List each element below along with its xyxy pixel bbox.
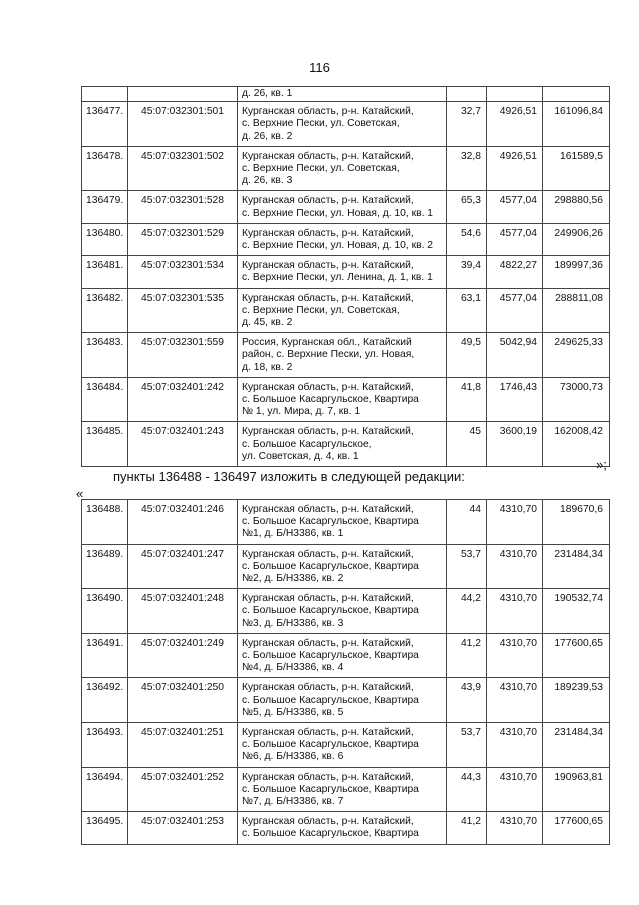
area-cell: 32,8 [447, 146, 487, 191]
cadastral-number-cell: 45:07:032401:250 [128, 678, 238, 723]
table-row [82, 102, 610, 147]
address-cell: Курганская область, р-н. Катайский, с. Верхние Пески, ул. Советская, д. 26, кв. 2 [238, 102, 447, 147]
cadastral-number-cell: 45:07:032301:502 [128, 146, 238, 191]
table-row [82, 544, 610, 589]
cost-cell: 73000,73 [543, 377, 610, 422]
row-number-cell: 136480. [82, 223, 128, 255]
cadastral-number-cell: 45:07:032401:242 [128, 377, 238, 422]
price-cell: 4310,70 [487, 544, 543, 589]
cadastral-number-cell: 45:07:032401:248 [128, 589, 238, 634]
row-number-cell: 136493. [82, 723, 128, 768]
cost-cell: 189997,36 [543, 256, 610, 288]
address-cell: Курганская область, р-н. Катайский, с. Большое Касаргульское, Квартира [238, 812, 447, 844]
row-number-cell: 136491. [82, 633, 128, 678]
price-cell: 1746,43 [487, 377, 543, 422]
cost-cell: 231484,34 [543, 544, 610, 589]
area-cell: 53,7 [447, 723, 487, 768]
row-number-cell: 136481. [82, 256, 128, 288]
cadastral-number-cell: 45:07:032301:529 [128, 223, 238, 255]
cadastral-number-cell: 45:07:032401:252 [128, 767, 238, 812]
address-cell: Курганская область, р-н. Катайский, с. Верхние Пески, ул. Новая, д. 10, кв. 2 [238, 223, 447, 255]
cost-cell: 298880,56 [543, 191, 610, 223]
row-number-cell: 136489. [82, 544, 128, 589]
table-row [82, 223, 610, 255]
table-row [82, 146, 610, 191]
address-cell: Курганская область, р-н. Катайский, с. Большое Касаргульское, Квартира №6, д. Б/Н3386, кв. 6 [238, 723, 447, 768]
table-row [82, 87, 610, 102]
row-number-cell: 136485. [82, 422, 128, 467]
price-cell: 4310,70 [487, 589, 543, 634]
price-cell: 4310,70 [487, 723, 543, 768]
row-number-cell: 136482. [82, 288, 128, 333]
address-cell: Курганская область, р-н. Катайский, с. Большое Касаргульское, Квартира №5, д. Б/Н3386, кв. 5 [238, 678, 447, 723]
price-cell: 5042,94 [487, 333, 543, 378]
price-cell: 4577,04 [487, 288, 543, 333]
table-row [82, 723, 610, 768]
cost-cell: 161096,84 [543, 102, 610, 147]
cadastral-number-cell: 45:07:032401:243 [128, 422, 238, 467]
area-cell: 41,2 [447, 633, 487, 678]
cadastral-number-cell [128, 87, 238, 102]
address-cell: Курганская область, р-н. Катайский, с. Большое Касаргульское, Квартира №4, д. Б/Н3386, кв. 4 [238, 633, 447, 678]
table-row [82, 422, 610, 467]
cadastral-number-cell: 45:07:032401:247 [128, 544, 238, 589]
price-cell: 4310,70 [487, 812, 543, 844]
cost-cell: 162008,42 [543, 422, 610, 467]
area-cell: 39,4 [447, 256, 487, 288]
cadastral-number-cell: 45:07:032401:253 [128, 812, 238, 844]
registry-table-1 [81, 86, 610, 467]
address-cell: Курганская область, р-н. Катайский, с. Верхние Пески, ул. Новая, д. 10, кв. 1 [238, 191, 447, 223]
table-row [82, 589, 610, 634]
address-cell: Курганская область, р-н. Катайский, с. Большое Касаргульское, Квартира №2, д. Б/Н3386, кв. 2 [238, 544, 447, 589]
table-row [82, 288, 610, 333]
price-cell: 4577,04 [487, 191, 543, 223]
cadastral-number-cell: 45:07:032401:251 [128, 723, 238, 768]
row-number-cell: 136488. [82, 500, 128, 545]
cost-cell: 177600,65 [543, 812, 610, 844]
area-cell: 63,1 [447, 288, 487, 333]
cadastral-number-cell: 45:07:032301:501 [128, 102, 238, 147]
area-cell: 44,3 [447, 767, 487, 812]
address-cell: Курганская область, р-н. Катайский, с. Большое Касаргульское, Квартира №3, д. Б/Н3386, кв. 3 [238, 589, 447, 634]
price-cell: 4926,51 [487, 102, 543, 147]
table-row [82, 333, 610, 378]
table-row [82, 256, 610, 288]
area-cell: 44 [447, 500, 487, 545]
row-number-cell: 136477. [82, 102, 128, 147]
address-cell: Курганская область, р-н. Катайский, с. Верхние Пески, ул. Советская, д. 26, кв. 3 [238, 146, 447, 191]
row-number-cell: 136495. [82, 812, 128, 844]
area-cell: 41,8 [447, 377, 487, 422]
row-number-cell: 136492. [82, 678, 128, 723]
row-number-cell: 136490. [82, 589, 128, 634]
area-cell: 44,2 [447, 589, 487, 634]
price-cell: 4310,70 [487, 678, 543, 723]
price-cell: 4310,70 [487, 500, 543, 545]
table-row [82, 191, 610, 223]
table-row [82, 633, 610, 678]
area-cell: 53,7 [447, 544, 487, 589]
cost-cell: 189239,53 [543, 678, 610, 723]
address-cell: Курганская область, р-н. Катайский, с. Верхние Пески, ул. Ленина, д. 1, кв. 1 [238, 256, 447, 288]
cost-cell: 249906,26 [543, 223, 610, 255]
price-cell: 4310,70 [487, 767, 543, 812]
row-number-cell: 136494. [82, 767, 128, 812]
opening-quote: « [76, 486, 84, 501]
area-cell: 32,7 [447, 102, 487, 147]
price-cell [487, 87, 543, 102]
registry-table-2 [81, 499, 610, 845]
area-cell: 43,9 [447, 678, 487, 723]
cost-cell: 288811,08 [543, 288, 610, 333]
table-row [82, 812, 610, 844]
area-cell: 65,3 [447, 191, 487, 223]
cadastral-number-cell: 45:07:032401:249 [128, 633, 238, 678]
price-cell: 3600,19 [487, 422, 543, 467]
table-row [82, 678, 610, 723]
area-cell: 54,6 [447, 223, 487, 255]
amendment-instruction: пункты 136488 - 136497 изложить в следующей редакции: [113, 469, 465, 484]
address-cell: Курганская область, р-н. Катайский, с. Верхние Пески, ул. Советская, д. 45, кв. 2 [238, 288, 447, 333]
closing-quote: »; [596, 457, 607, 472]
address-cell: Курганская область, р-н. Катайский, с. Большое Касаргульское, Квартира №7, д. Б/Н3386, кв. 7 [238, 767, 447, 812]
price-cell: 4577,04 [487, 223, 543, 255]
cost-cell: 177600,65 [543, 633, 610, 678]
area-cell: 45 [447, 422, 487, 467]
row-number-cell: 136483. [82, 333, 128, 378]
cadastral-number-cell: 45:07:032301:528 [128, 191, 238, 223]
address-cell: д. 26, кв. 1 [238, 87, 447, 102]
address-cell: Курганская область, р-н. Катайский, с. Большое Касаргульское, Квартира №1, д. Б/Н3386, кв. 1 [238, 500, 447, 545]
page-number: 116 [309, 60, 330, 75]
row-number-cell [82, 87, 128, 102]
cost-cell: 249625,33 [543, 333, 610, 378]
cadastral-number-cell: 45:07:032301:534 [128, 256, 238, 288]
area-cell: 49,5 [447, 333, 487, 378]
price-cell: 4926,51 [487, 146, 543, 191]
address-cell: Курганская область, р-н. Катайский, с. Большое Касаргульское, ул. Советская, д. 4, кв. 1 [238, 422, 447, 467]
table-row [82, 377, 610, 422]
address-cell: Россия, Курганская обл., Катайский район, с. Верхние Пески, ул. Новая, д. 18, кв. 2 [238, 333, 447, 378]
cost-cell: 231484,34 [543, 723, 610, 768]
cost-cell: 190532,74 [543, 589, 610, 634]
area-cell: 41,2 [447, 812, 487, 844]
cadastral-number-cell: 45:07:032301:535 [128, 288, 238, 333]
cadastral-number-cell: 45:07:032301:559 [128, 333, 238, 378]
price-cell: 4310,70 [487, 633, 543, 678]
row-number-cell: 136484. [82, 377, 128, 422]
cost-cell: 161589,5 [543, 146, 610, 191]
table-row [82, 500, 610, 545]
cost-cell [543, 87, 610, 102]
area-cell [447, 87, 487, 102]
price-cell: 4822,27 [487, 256, 543, 288]
cost-cell: 189670,6 [543, 500, 610, 545]
cadastral-number-cell: 45:07:032401:246 [128, 500, 238, 545]
table-row [82, 767, 610, 812]
address-cell: Курганская область, р-н. Катайский, с. Большое Касаргульское, Квартира № 1, ул. Мира, д. 7, кв. 1 [238, 377, 447, 422]
row-number-cell: 136479. [82, 191, 128, 223]
row-number-cell: 136478. [82, 146, 128, 191]
cost-cell: 190963,81 [543, 767, 610, 812]
